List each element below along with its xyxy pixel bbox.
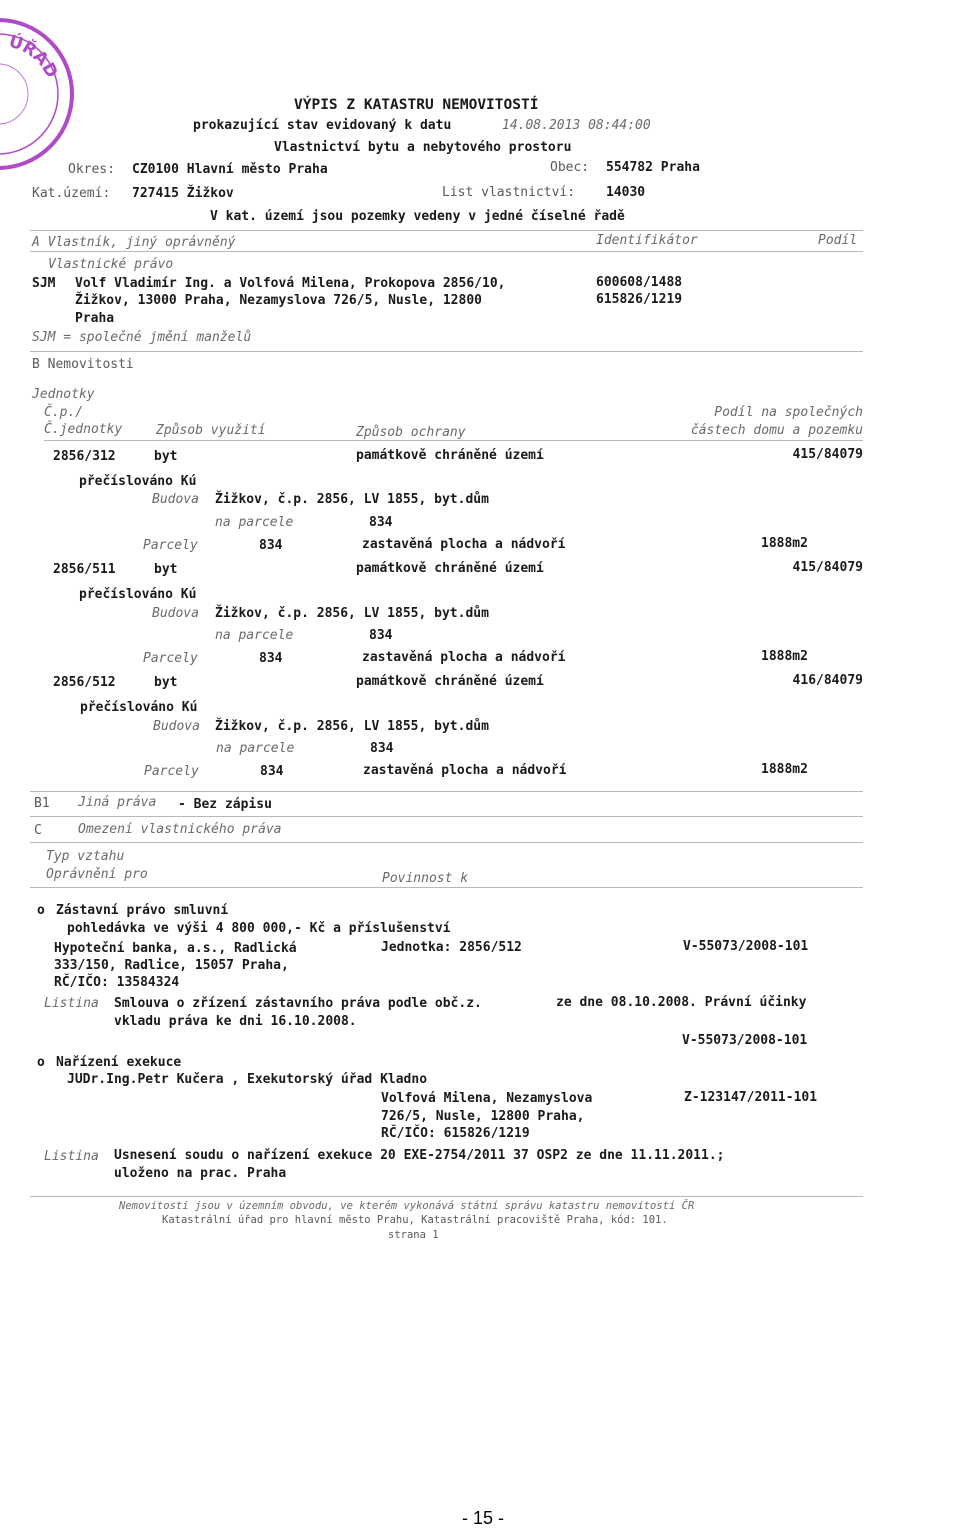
unit-protection: památkově chráněné území: [356, 561, 544, 576]
listina-ref: V-55073/2008-101: [682, 1033, 808, 1048]
col-use: Způsob využití: [156, 423, 266, 438]
entry-bullet: o: [37, 903, 45, 918]
parcels-label: Parcely: [143, 651, 198, 666]
listina-date: ze dne 08.10.2008. Právní účinky: [556, 995, 807, 1010]
listina-text: Usnesení soudu o nařízení exekuce 20 EXE-2754/2011 37 OSP2 ze dne 11.11.2011.;: [114, 1148, 725, 1163]
footer-line2: Katastrální úřad pro hlavní město Prahu, Katastrální pracoviště Praha, kód: 101.: [162, 1214, 668, 1226]
unit-use: byt: [154, 449, 178, 464]
subtitle-date: 14.08.2013 08:44:00: [502, 118, 651, 133]
divider: [30, 816, 863, 817]
entry-duty-line: RČ/IČO: 615826/1219: [381, 1126, 530, 1141]
unit-renumbered: přečíslováno Kú: [79, 474, 197, 489]
building-value: Žižkov, č.p. 2856, LV 1855, byt.dům: [215, 492, 489, 507]
parcel-type: zastavěná plocha a nádvoří: [363, 763, 567, 778]
col-duty-to: Povinnost k: [382, 871, 469, 886]
section-c-code: C: [34, 823, 42, 838]
col-unit: Č.jednotky: [44, 422, 123, 437]
entry-detail: pohledávka ve výši 4 800 000,- Kč a příslušenství: [67, 921, 451, 936]
divider: [30, 842, 863, 843]
stamp-text: ÚŘAD: [6, 31, 62, 82]
entry-duty-line: 726/5, Nusle, 12800 Praha,: [381, 1109, 585, 1124]
on-parcel-value: 834: [369, 515, 393, 530]
office-stamp: [0, 10, 76, 178]
parcel-area: 1888m2: [761, 649, 808, 664]
parcel-number: 834: [260, 764, 284, 779]
listina-text: Smlouva o zřízení zástavního práva podle obč.z.: [114, 996, 482, 1011]
obec-value: 554782 Praha: [606, 160, 700, 175]
section-c-title: Omezení vlastnického práva: [78, 822, 282, 837]
section-a-title: A Vlastník, jiný oprávněný: [32, 235, 236, 250]
owner-id: 615826/1219: [596, 292, 683, 307]
parcels-label: Parcely: [144, 764, 199, 779]
entry-bullet: o: [37, 1055, 45, 1070]
owner-line: Praha: [75, 311, 115, 326]
unit-protection: památkově chráněné území: [356, 448, 544, 463]
on-parcel-label: na parcele: [215, 628, 294, 643]
unit-share: 415/84079: [792, 560, 863, 575]
entry-party-line: RČ/IČO: 13584324: [54, 975, 180, 990]
footer-page: strana 1: [388, 1229, 439, 1241]
unit-share: 416/84079: [792, 673, 863, 688]
page-number: - 15 -: [462, 1508, 505, 1528]
entry-ref: V-55073/2008-101: [683, 939, 809, 954]
okres-value: CZ0100 Hlavní město Praha: [132, 162, 328, 177]
svg-text:NÍ ÚŘAD: [0, 11, 63, 97]
kat-value: 727415 Žižkov: [132, 186, 234, 201]
unit-number: 2856/512: [53, 675, 116, 690]
section-b-title: B Nemovitosti: [32, 357, 134, 372]
parcels-label: Parcely: [143, 538, 198, 553]
col-cp: Č.p./: [44, 405, 84, 420]
unit-number: 2856/511: [53, 562, 116, 577]
entry-party-line: Hypoteční banka, a.s., Radlická: [54, 941, 297, 956]
ownership-type: Vlastnictví bytu a nebytového prostoru: [274, 140, 572, 155]
col-share-line1: Podíl na společných: [714, 405, 863, 420]
obec-label: Obec:: [550, 160, 590, 175]
building-label: Budova: [152, 492, 199, 507]
unit-use: byt: [154, 562, 178, 577]
col-relation-type: Typ vztahu: [46, 849, 125, 864]
listina-text: vkladu práva ke dni 16.10.2008.: [114, 1014, 357, 1029]
divider: [30, 351, 863, 352]
col-share: Podíl: [818, 233, 858, 248]
col-entitled-for: Oprávnění pro: [46, 867, 148, 882]
entry-duty: Jednotka: 2856/512: [381, 940, 522, 955]
parcel-area: 1888m2: [761, 762, 808, 777]
unit-use: byt: [154, 675, 178, 690]
owner-code: SJM: [32, 276, 56, 291]
entry-party-line: 333/150, Radlice, 15057 Praha,: [54, 958, 289, 973]
subtitle-prefix: prokazující stav evidovaný k datu: [193, 118, 452, 133]
parcel-number: 834: [259, 538, 283, 553]
unit-renumbered: přečíslováno Kú: [80, 700, 198, 715]
listina-label: Listina: [44, 996, 99, 1011]
building-value: Žižkov, č.p. 2856, LV 1855, byt.dům: [215, 719, 489, 734]
col-protection: Způsob ochrany: [356, 425, 466, 440]
unit-share: 415/84079: [792, 447, 863, 462]
okres-label: Okres:: [68, 162, 115, 177]
divider: [44, 440, 863, 441]
sjm-footnote: SJM = společné jmění manželů: [32, 330, 252, 345]
entry-duty-line: Volfová Milena, Nezamyslova: [381, 1091, 593, 1106]
parcel-number: 834: [259, 651, 283, 666]
col-share-line2: částech domu a pozemku: [690, 423, 863, 438]
on-parcel-value: 834: [369, 628, 393, 643]
listina-label: Listina: [44, 1149, 99, 1164]
section-b1-title: Jiná práva: [78, 795, 157, 810]
entry-title: Nařízení exekuce: [56, 1055, 182, 1070]
divider: [30, 791, 863, 792]
divider: [30, 1196, 863, 1197]
section-b1-code: B1: [34, 796, 50, 811]
unit-number: 2856/312: [53, 449, 116, 464]
on-parcel-label: na parcele: [216, 741, 295, 756]
parcel-type: zastavěná plocha a nádvoří: [362, 537, 566, 552]
entry-title: Zástavní právo smluvní: [56, 903, 229, 918]
lv-value: 14030: [606, 185, 646, 200]
cadastre-note: V kat. území jsou pozemky vedeny v jedné číselné řadě: [210, 209, 625, 224]
on-parcel-label: na parcele: [215, 515, 294, 530]
building-label: Budova: [152, 606, 199, 621]
on-parcel-value: 834: [370, 741, 394, 756]
divider: [30, 887, 863, 888]
owner-line: Žižkov, 13000 Praha, Nezamyslova 726/5, Nusle, 12800: [75, 293, 482, 308]
divider: [30, 251, 863, 252]
listina-text: uloženo na prac. Praha: [114, 1166, 287, 1181]
kat-label: Kat.území:: [32, 186, 111, 201]
building-value: Žižkov, č.p. 2856, LV 1855, byt.dům: [215, 606, 489, 621]
owner-id: 600608/1488: [596, 275, 683, 290]
section-b1-value: - Bez zápisu: [178, 797, 272, 812]
divider: [30, 230, 863, 231]
owner-line: Volf Vladimír Ing. a Volfová Milena, Prokopova 2856/10,: [75, 276, 506, 291]
footer-line1: Nemovitosti jsou v územním obvodu, ve kterém vykonává státní správu katastru nemovitostí ČR: [119, 1200, 695, 1212]
entry-party: JUDr.Ing.Petr Kučera , Exekutorský úřad Kladno: [67, 1072, 428, 1087]
unit-protection: památkově chráněné území: [356, 674, 544, 689]
entry-ref: Z-123147/2011-101: [684, 1090, 818, 1105]
col-identifier: Identifikátor: [596, 233, 698, 248]
document-title: VÝPIS Z KATASTRU NEMOVITOSTÍ: [294, 97, 539, 113]
lv-label: List vlastnictví:: [442, 185, 576, 200]
section-a-subtitle: Vlastnické právo: [48, 257, 174, 272]
unit-renumbered: přečíslováno Kú: [79, 587, 197, 602]
building-label: Budova: [153, 719, 200, 734]
parcel-type: zastavěná plocha a nádvoří: [362, 650, 566, 665]
units-title: Jednotky: [32, 387, 95, 402]
parcel-area: 1888m2: [761, 536, 808, 551]
